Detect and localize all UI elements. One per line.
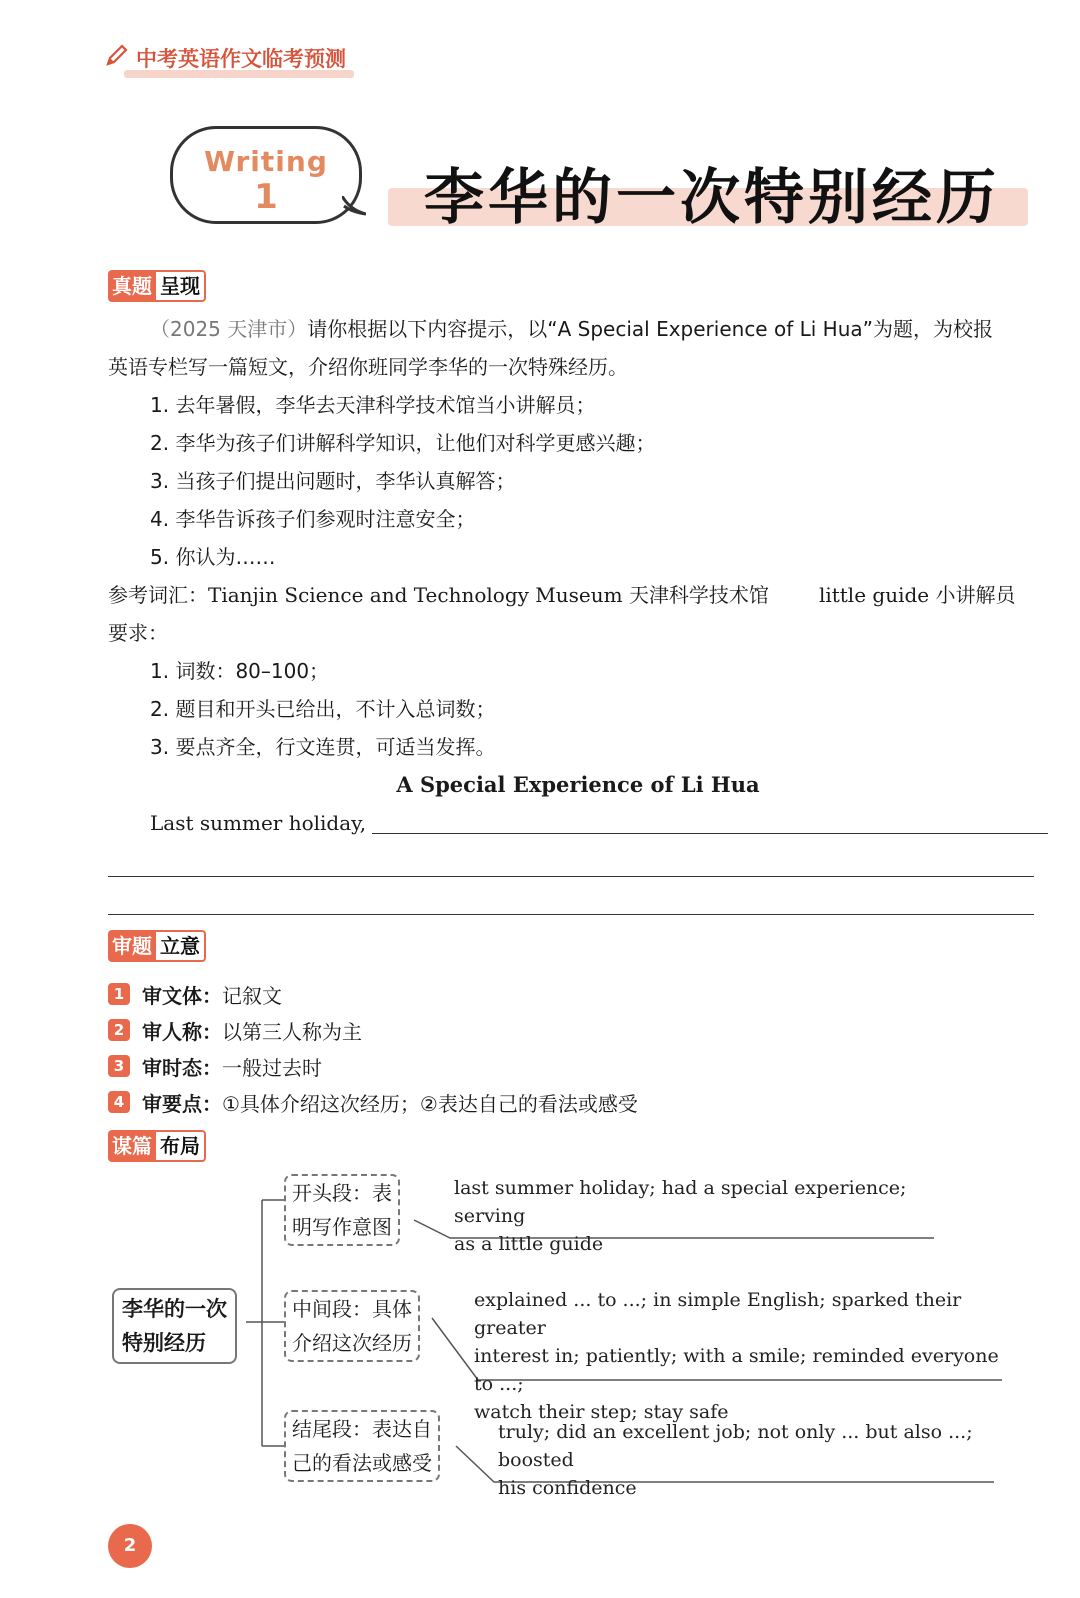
analysis-item: 3 审时态： 一般过去时 — [108, 1048, 1008, 1084]
prompt-point: 4. 李华告诉孩子们参观时注意安全； — [150, 507, 476, 531]
prompt-intro-line-2: 英语专栏写一篇短文，介绍你班同学李华的一次特殊经历。 — [108, 355, 628, 379]
prompt-point: 3. 当孩子们提出问题时，李华认真解答； — [150, 469, 516, 493]
header-tag-text: 中考英语作文临考预测 — [136, 46, 346, 71]
requirement-item: 3. 要点齐全，行文连贯，可适当发挥。 — [150, 735, 496, 759]
section-label-structure: 谋篇 布局 — [108, 1130, 206, 1162]
analysis-item: 4 审要点： ①具体介绍这次经历；②表达自己的看法或感受 — [108, 1084, 1008, 1120]
mindmap-note-ending: truly; did an excellent job; not only ... but also ...; boosted his confidence — [498, 1421, 973, 1499]
analysis-item: 2 审人称： 以第三人称为主 — [108, 1012, 1008, 1048]
page-number: 2 — [108, 1524, 152, 1568]
analysis-item: 1 审文体： 记叙文 — [108, 976, 1008, 1012]
mindmap-branch-ending: 结尾段：表达自 己的看法或感受 — [284, 1410, 440, 1482]
essay-start-line: Last summer holiday, — [108, 804, 1048, 842]
bubble-word: Writing — [204, 145, 328, 178]
section-label-analysis: 审题 立意 — [108, 930, 206, 962]
prompt-point: 2. 李华为孩子们讲解科学知识，让他们对科学更感兴趣； — [150, 431, 656, 455]
mindmap-note-body: explained ... to ...; in simple English; sparked their greater interest in; patiently; with a smile; reminded everyone to ...; watch their step; stay safe — [474, 1289, 999, 1423]
mindmap-branch-opening: 开头段：表 明写作意图 — [284, 1174, 400, 1246]
section-label-prompt: 真题 呈现 — [108, 270, 206, 302]
prompt-intro-line-1: （2025 天津市）请你根据以下内容提示，以“A Special Experience of Li Hua”为题，为校报 — [150, 317, 993, 341]
requirement-item: 1. 词数：80–100； — [150, 659, 330, 683]
essay-title: A Special Experience of Li Hua — [396, 772, 760, 797]
page-title: 李华的一次特别经历 — [424, 163, 1000, 233]
prompt-point: 1. 去年暑假，李华去天津科学技术馆当小讲解员； — [150, 393, 596, 417]
requirements-label: 要求： — [108, 621, 168, 645]
prompt-point: 5. 你认为…… — [150, 545, 276, 569]
requirement-item: 2. 题目和开头已给出，不计入总词数； — [150, 697, 496, 721]
bubble-number: 1 — [254, 177, 278, 217]
mindmap-branch-body: 中间段：具体 介绍这次经历 — [284, 1290, 420, 1362]
mindmap-note-opening: last summer holiday; had a special experience; serving as a little guide — [454, 1177, 907, 1255]
vocab-line: 参考词汇：Tianjin Science and Technology Museum 天津科学技术馆 little guide 小讲解员 — [108, 583, 1016, 607]
mindmap-root: 李华的一次 特别经历 — [112, 1288, 237, 1364]
